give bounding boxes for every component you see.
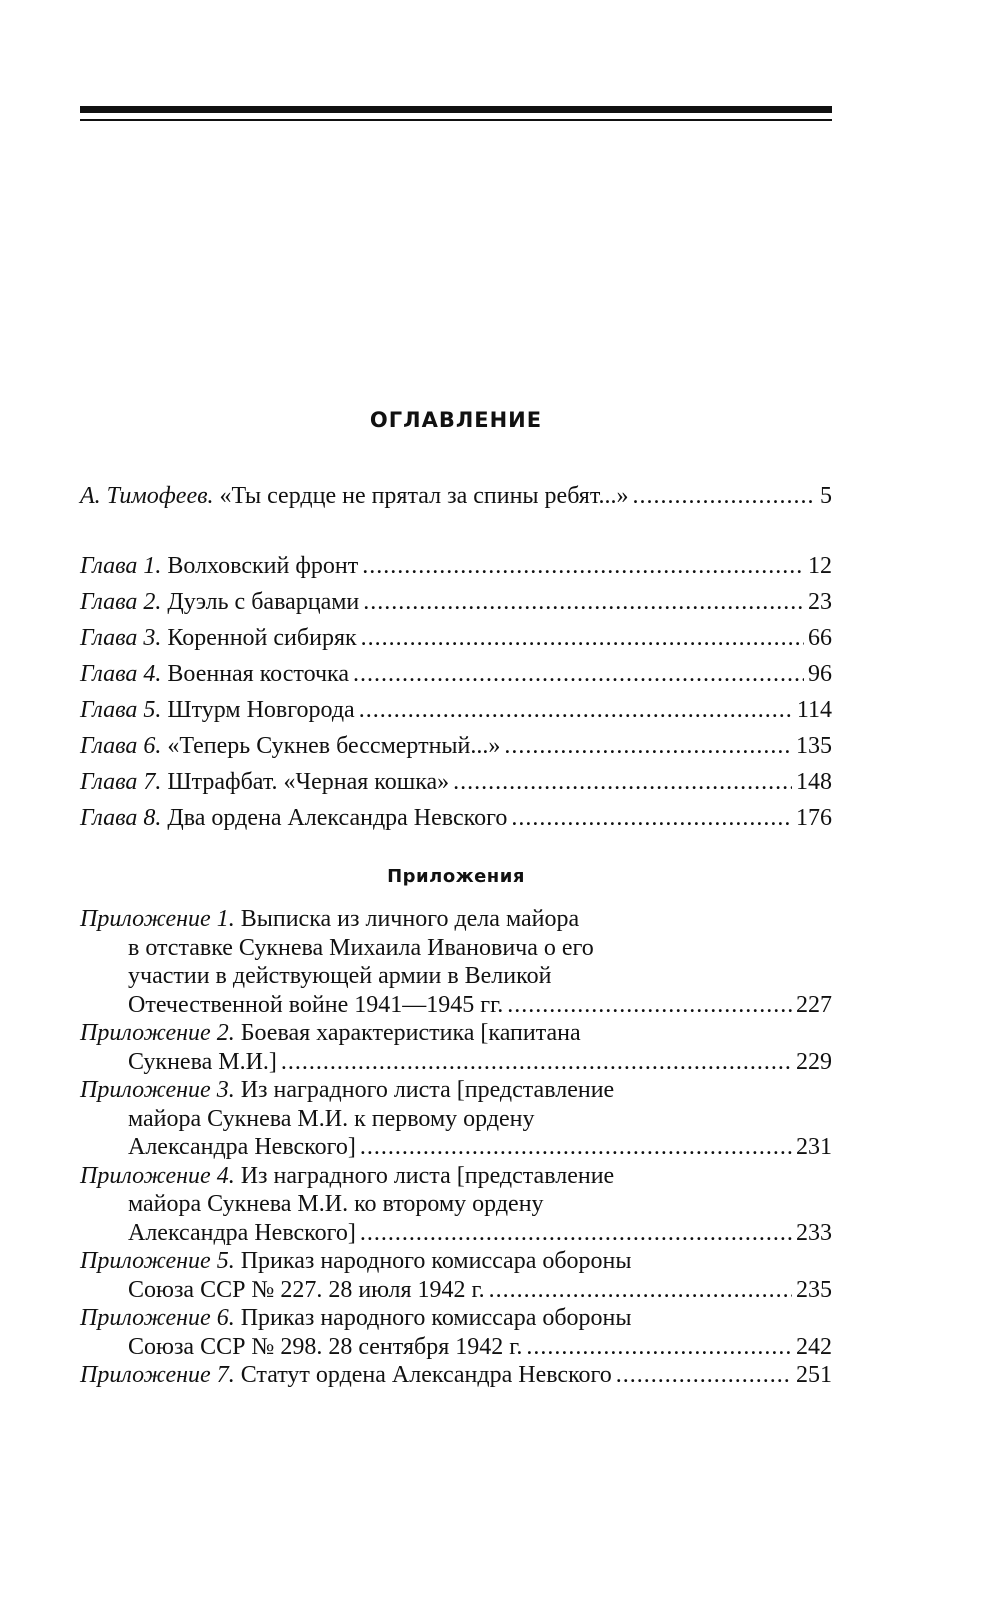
chapter-entry bbox=[80, 800, 832, 836]
appendix-entry bbox=[80, 1162, 832, 1248]
leader-dots bbox=[504, 728, 792, 764]
appendix-title-line: Союза ССР № 227. 28 июля 1942 г. bbox=[128, 1276, 485, 1303]
appendix-title-line: Приказ народного комиссара обороны bbox=[240, 1248, 632, 1274]
page-title: ОГЛАВЛЕНИЕ bbox=[369, 408, 543, 432]
preface-page: 5 bbox=[820, 483, 832, 509]
appendix-label: Приложение 6. bbox=[80, 1305, 235, 1331]
leader-dots bbox=[489, 1276, 792, 1305]
leader-dots bbox=[511, 800, 792, 836]
appendix-label: Приложение 5. bbox=[80, 1248, 235, 1274]
chapter-label: Глава 6. bbox=[80, 733, 162, 759]
chapter-entry bbox=[80, 692, 832, 728]
chapter-page: 23 bbox=[808, 589, 832, 615]
leader-dots bbox=[353, 656, 804, 692]
leader-dots bbox=[360, 1219, 792, 1248]
preface-entry bbox=[80, 478, 832, 514]
appendix-entry bbox=[80, 1247, 832, 1304]
preface-title: «Ты сердце не прятал за спины ребят...» bbox=[219, 483, 629, 509]
leader-dots bbox=[281, 1048, 792, 1077]
appendix-page: 231 bbox=[796, 1134, 832, 1160]
chapter-page: 176 bbox=[796, 805, 832, 831]
appendix-title-line: в отставке Сукнева Михаила Ивановича о его bbox=[128, 934, 594, 961]
chapter-entry bbox=[80, 728, 832, 764]
chapter-label: Глава 3. bbox=[80, 625, 162, 651]
leader-dots bbox=[453, 764, 792, 800]
leader-dots bbox=[633, 478, 816, 514]
appendix-page: 251 bbox=[796, 1362, 832, 1388]
chapter-label: Глава 8. bbox=[80, 805, 162, 831]
chapter-title: Два ордена Александра Невского bbox=[167, 805, 508, 831]
chapter-page: 114 bbox=[796, 697, 832, 723]
appendix-label: Приложение 2. bbox=[80, 1020, 235, 1046]
chapter-page: 135 bbox=[796, 733, 832, 759]
appendix-label: Приложение 3. bbox=[80, 1077, 235, 1103]
appendix-title-line: участии в действующей армии в Великой bbox=[128, 963, 552, 989]
chapter-page: 148 bbox=[796, 769, 832, 795]
appendix-entry bbox=[80, 1019, 832, 1076]
chapter-title: Коренной сибиряк bbox=[167, 625, 357, 651]
leader-dots bbox=[362, 548, 804, 584]
leader-dots bbox=[616, 1361, 792, 1390]
chapter-page: 66 bbox=[808, 625, 832, 651]
chapter-title: Дуэль с баварцами bbox=[167, 589, 360, 615]
appendix-title-line: Приказ народного комиссара обороны bbox=[240, 1305, 632, 1331]
header-rule-thick bbox=[80, 106, 832, 113]
appendix-list bbox=[80, 905, 832, 1390]
chapter-label: Глава 4. bbox=[80, 661, 162, 687]
chapter-entry bbox=[80, 764, 832, 800]
appendix-label: Приложение 7. bbox=[80, 1362, 235, 1388]
appendix-title-line: майора Сукнева М.И. к первому ордену bbox=[128, 1105, 535, 1132]
appendix-title-line: Союза ССР № 298. 28 сентября 1942 г. bbox=[128, 1333, 523, 1360]
chapter-title: Военная косточка bbox=[167, 661, 349, 687]
appendix-label: Приложение 4. bbox=[80, 1162, 235, 1189]
chapter-entry bbox=[80, 656, 832, 692]
appendix-page: 233 bbox=[796, 1219, 832, 1246]
leader-dots bbox=[363, 584, 804, 620]
appendix-title-line: Александра Невского] bbox=[128, 1134, 356, 1160]
chapter-entry bbox=[80, 620, 832, 656]
chapter-title: Волховский фронт bbox=[167, 553, 359, 579]
appendix-page: 229 bbox=[796, 1048, 832, 1075]
chapter-label: Глава 7. bbox=[80, 769, 162, 795]
appendix-entry bbox=[80, 1076, 832, 1162]
appendix-title-line: Из наградного листа [представление bbox=[240, 1077, 615, 1103]
appendix-title-line: Из наградного листа [представление bbox=[240, 1162, 615, 1189]
appendix-page: 227 bbox=[796, 991, 832, 1018]
chapter-title: Штрафбат. «Черная кошка» bbox=[167, 769, 450, 795]
leader-dots bbox=[526, 1333, 792, 1362]
appendix-page: 235 bbox=[796, 1276, 832, 1303]
chapter-list bbox=[80, 548, 832, 836]
appendix-title-line: Отечественной войне 1941—1945 гг. bbox=[128, 991, 504, 1018]
chapter-entry bbox=[80, 548, 832, 584]
appendix-title-line: Сукнева М.И.] bbox=[128, 1048, 277, 1075]
preface-author: А. Тимофеев. bbox=[80, 483, 214, 509]
appendix-title-line: Боевая характеристика [капитана bbox=[240, 1020, 581, 1046]
leader-dots bbox=[360, 1133, 792, 1162]
appendix-title-line: Статут ордена Александра Невского bbox=[240, 1362, 612, 1388]
appendix-entry bbox=[80, 1304, 832, 1361]
appendix-label: Приложение 1. bbox=[80, 906, 235, 932]
appendix-page: 242 bbox=[796, 1333, 832, 1360]
chapter-title: «Теперь Сукнев бессмертный...» bbox=[167, 733, 501, 759]
chapter-title: Штурм Новгорода bbox=[167, 697, 355, 723]
appendix-title-line: Выписка из личного дела майора bbox=[240, 906, 580, 932]
leader-dots bbox=[361, 620, 804, 656]
header-rule-thin bbox=[80, 119, 832, 121]
appendix-entry bbox=[80, 905, 832, 1019]
chapter-label: Глава 1. bbox=[80, 553, 162, 579]
appendix-heading: Приложения bbox=[387, 866, 525, 887]
leader-dots bbox=[359, 692, 793, 728]
leader-dots bbox=[507, 991, 792, 1020]
chapter-label: Глава 2. bbox=[80, 589, 162, 615]
chapter-label: Глава 5. bbox=[80, 697, 162, 723]
chapter-page: 96 bbox=[808, 661, 832, 687]
chapter-page: 12 bbox=[808, 553, 832, 579]
appendix-entry bbox=[80, 1361, 832, 1390]
chapter-entry bbox=[80, 584, 832, 620]
appendix-title-line: Александра Невского] bbox=[128, 1219, 356, 1246]
appendix-title-line: майора Сукнева М.И. ко второму ордену bbox=[128, 1191, 544, 1217]
